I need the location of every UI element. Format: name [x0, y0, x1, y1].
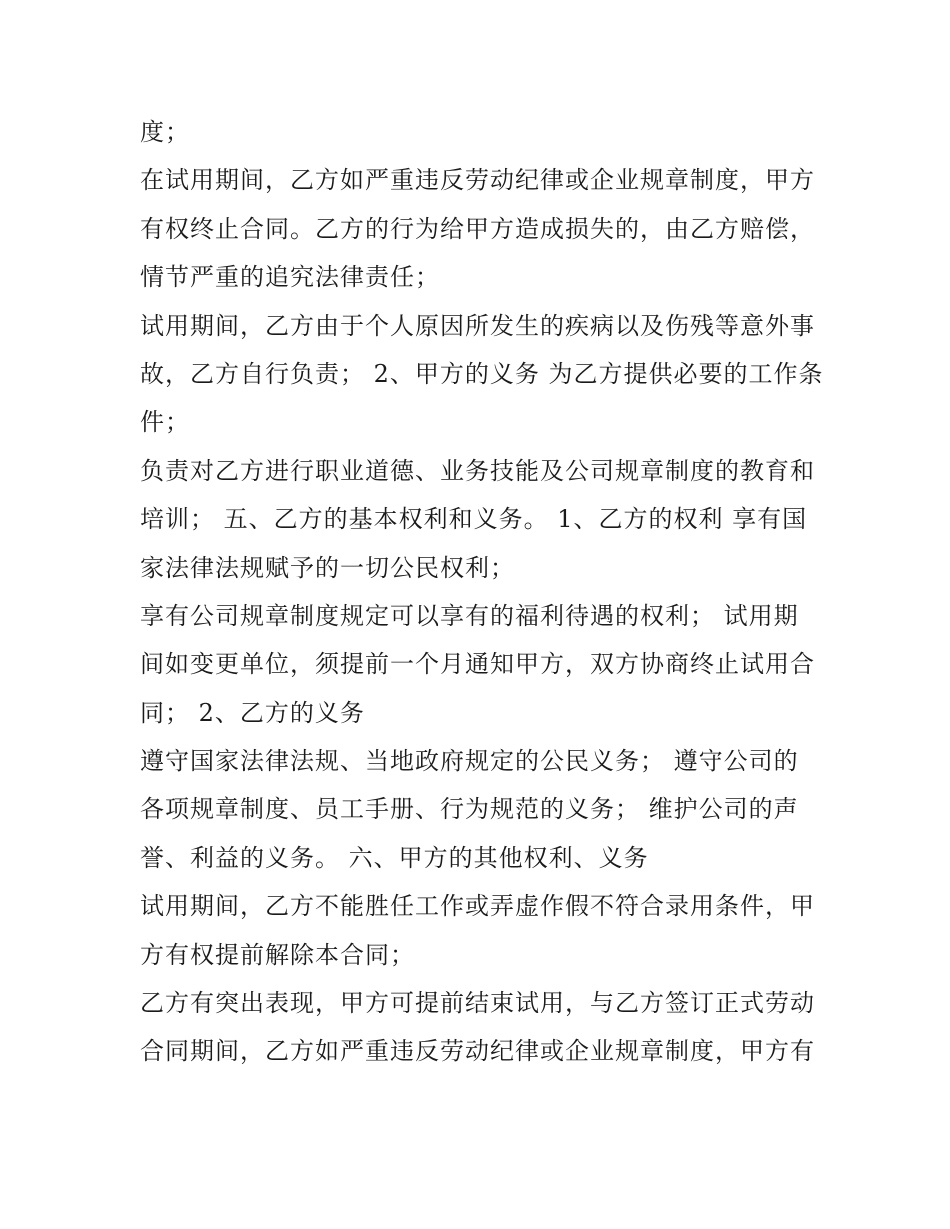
text-line: 家法律法规赋予的一切公民权利；: [140, 553, 515, 582]
text-line: 誉、利益的义务。 六、甲方的其他权利、义务: [140, 843, 649, 872]
text-line: 遵守国家法律法规、当地政府规定的公民义务； 遵守公司的: [140, 747, 799, 776]
text-line: 方有权提前解除本合同；: [140, 940, 415, 969]
text-line: 度；: [140, 118, 190, 146]
text-line: 同； 2、乙方的义务: [140, 698, 365, 727]
document-body: [140, 108, 824, 1076]
text-line: 试用期间，乙方不能胜任工作或弄虚作假不符合录用条件，甲: [140, 892, 815, 921]
text-line: 试用期间，乙方由于个人原因所发生的疾病以及伤残等意外事: [140, 311, 815, 340]
text-line: 在试用期间，乙方如严重违反劳动纪律或企业规章制度，甲方: [140, 166, 815, 195]
text-line: 享有公司规章制度规定可以享有的福利待遇的权利； 试用期: [140, 601, 799, 630]
text-line: 有权终止合同。乙方的行为给甲方造成损失的，由乙方赔偿，: [140, 214, 815, 243]
text-line: 各项规章制度、员工手册、行为规范的义务； 维护公司的声: [140, 795, 799, 824]
text-line: 件；: [140, 408, 190, 437]
text-line: 间如变更单位，须提前一个月通知甲方，双方协商终止试用合: [140, 650, 815, 679]
text-line: 乙方有突出表现，甲方可提前结束试用，与乙方签订正式劳动: [140, 989, 815, 1018]
text-line: 情节严重的追究法律责任；: [140, 263, 440, 292]
text-line: 故，乙方自行负责； 2、甲方的义务 为乙方提供必要的工作条: [140, 359, 824, 388]
text-line: 培训； 五、乙方的基本权利和义务。 1、乙方的权利 享有国: [140, 505, 808, 534]
text-line: 负责对乙方进行职业道德、业务技能及公司规章制度的教育和: [140, 456, 815, 485]
text-line: 合同期间，乙方如严重违反劳动纪律或企业规章制度，甲方有: [140, 1037, 815, 1066]
